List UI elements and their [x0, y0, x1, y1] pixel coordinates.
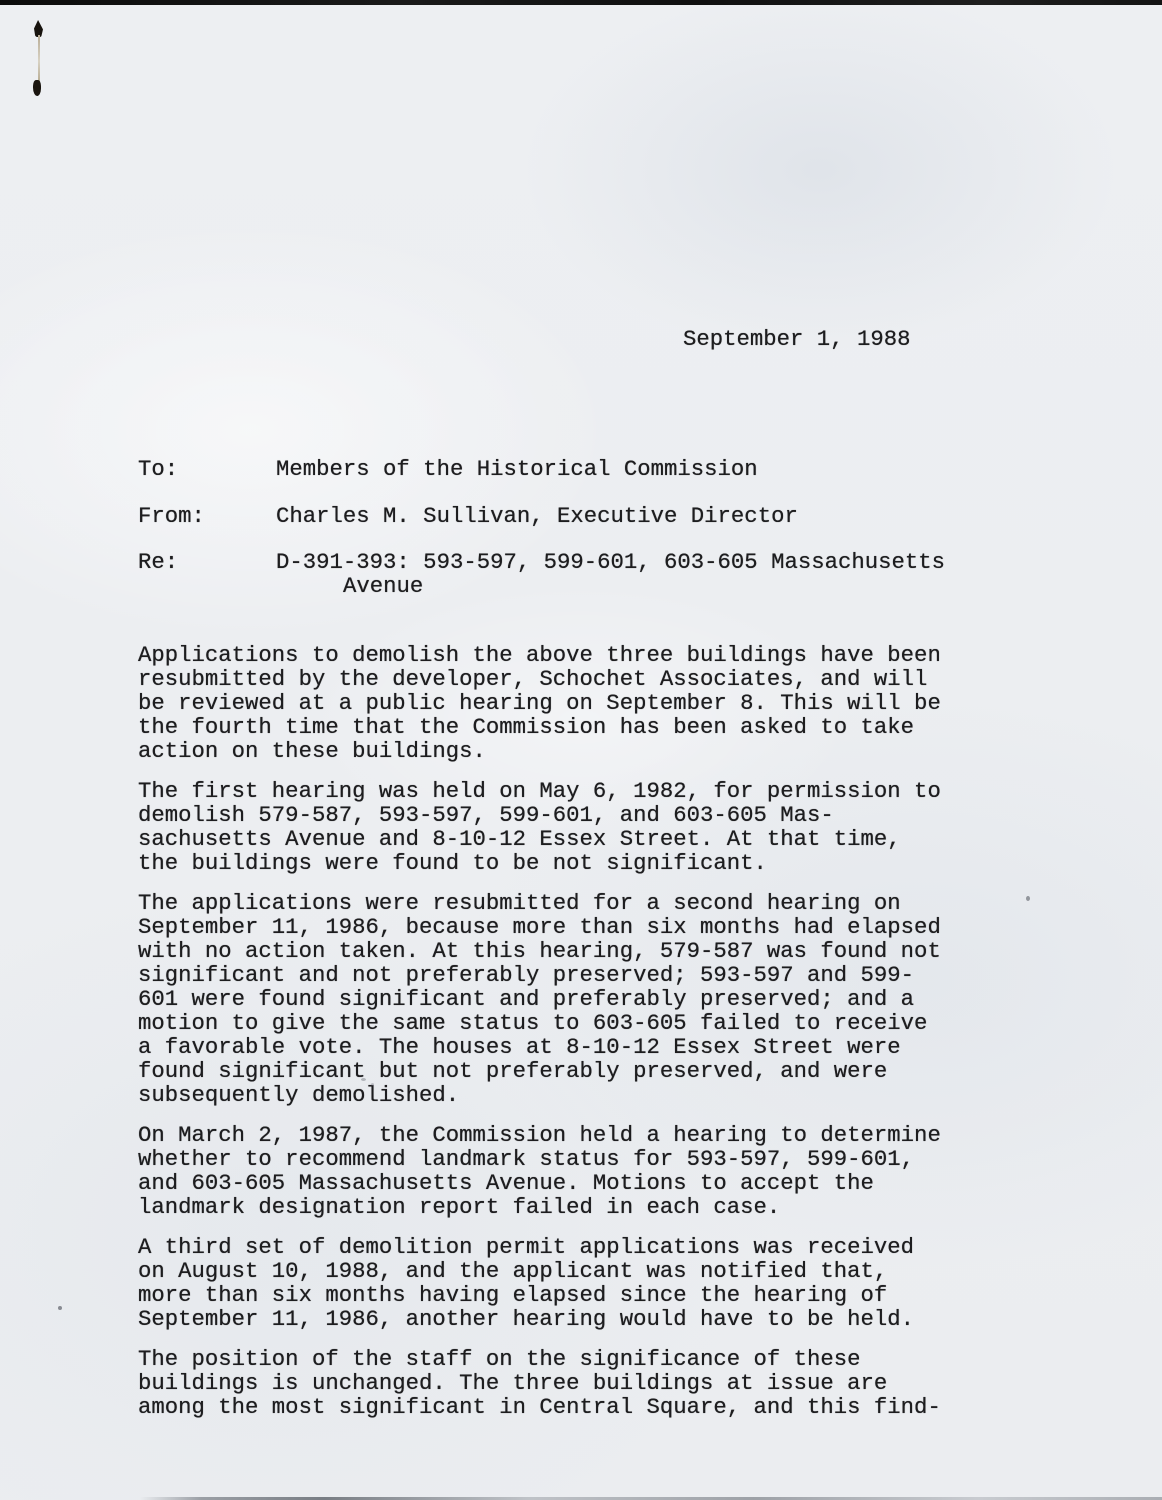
text-line: the fourth time that the Commission has been asked to take — [138, 714, 915, 740]
to-value: Members of the Historical Commission — [276, 456, 758, 482]
scan-speckle — [371, 1083, 374, 1086]
paragraph-2 — [138, 779, 998, 875]
text-line: demolish 579-587, 593-597, 599-601, and 603-605 Mas- — [138, 802, 834, 828]
scan-speckle — [1026, 896, 1030, 901]
text-line: action on these buildings. — [138, 738, 486, 764]
staple-bottom-dot — [33, 80, 41, 96]
text-line: 601 were found significant and preferably preserved; and a — [138, 986, 915, 1012]
text-line: motion to give the same status to 603-605 failed to receive — [138, 1010, 928, 1036]
text-line: found significant but not preferably preserved, and were — [138, 1058, 888, 1084]
text-line: the buildings were found to be not significant. — [138, 850, 767, 876]
text-line: among the most significant in Central Square, and this find- — [138, 1394, 941, 1420]
text-line: resubmitted by the developer, Schochet Associates, and will — [138, 666, 928, 692]
text-line: significant and not preferably preserved; 593-597 and 599- — [138, 962, 915, 988]
scan-top-edge — [0, 0, 1162, 5]
re-value-line2: Avenue — [343, 573, 424, 599]
memo-header — [138, 457, 945, 598]
memo-date: September 1, 1988 — [683, 326, 911, 352]
text-line: The first hearing was held on May 6, 1982, for permission to — [138, 778, 941, 804]
text-line: landmark designation report failed in each case. — [138, 1194, 781, 1220]
staple-shaft — [38, 35, 40, 83]
text-line: September 11, 1986, another hearing would have to be held. — [138, 1306, 915, 1332]
text-line: whether to recommend landmark status for 593-597, 599-601, — [138, 1146, 915, 1172]
paragraph-3 — [138, 891, 998, 1107]
text-line: a favorable vote. The houses at 8-10-12 Essex Street were — [138, 1034, 901, 1060]
to-row — [138, 457, 945, 481]
memo-body — [138, 643, 998, 1435]
staple-mark — [30, 18, 46, 100]
text-line: A third set of demolition permit applications was received — [138, 1234, 915, 1260]
re-value — [276, 550, 945, 598]
text-line: on August 10, 1988, and the applicant was notified that, — [138, 1258, 888, 1284]
text-line: more than six months having elapsed since the hearing of — [138, 1282, 888, 1308]
text-line: The position of the staff on the significance of these — [138, 1346, 861, 1372]
text-line: September 11, 1986, because more than six months had elapsed — [138, 914, 941, 940]
from-value: Charles M. Sullivan, Executive Director — [276, 503, 798, 529]
re-label: Re: — [138, 549, 179, 575]
text-line: On March 2, 1987, the Commission held a hearing to determine — [138, 1122, 941, 1148]
re-row — [138, 550, 945, 598]
scan-speckle — [58, 1306, 62, 1310]
text-line: The applications were resubmitted for a second hearing on — [138, 890, 901, 916]
text-line: subsequently demolished. — [138, 1082, 460, 1108]
text-line: with no action taken. At this hearing, 579-587 was found not — [138, 938, 941, 964]
paragraph-4 — [138, 1123, 998, 1219]
text-line: sachusetts Avenue and 8-10-12 Essex Street. At that time, — [138, 826, 901, 852]
text-line: Applications to demolish the above three buildings have been — [138, 642, 941, 668]
to-label: To: — [138, 456, 179, 482]
text-line: and 603-605 Massachusetts Avenue. Motions to accept the — [138, 1170, 874, 1196]
text-line: be reviewed at a public hearing on September 8. This will be — [138, 690, 941, 716]
from-row — [138, 504, 945, 528]
paragraph-6 — [138, 1347, 998, 1419]
scan-speckle — [361, 1078, 366, 1081]
re-value-line1: D-391-393: 593-597, 599-601, 603-605 Massachusetts — [276, 549, 946, 575]
from-label: From: — [138, 503, 205, 529]
text-line: buildings is unchanged. The three buildings at issue are — [138, 1370, 888, 1396]
paragraph-1 — [138, 643, 998, 763]
paragraph-5 — [138, 1235, 998, 1331]
